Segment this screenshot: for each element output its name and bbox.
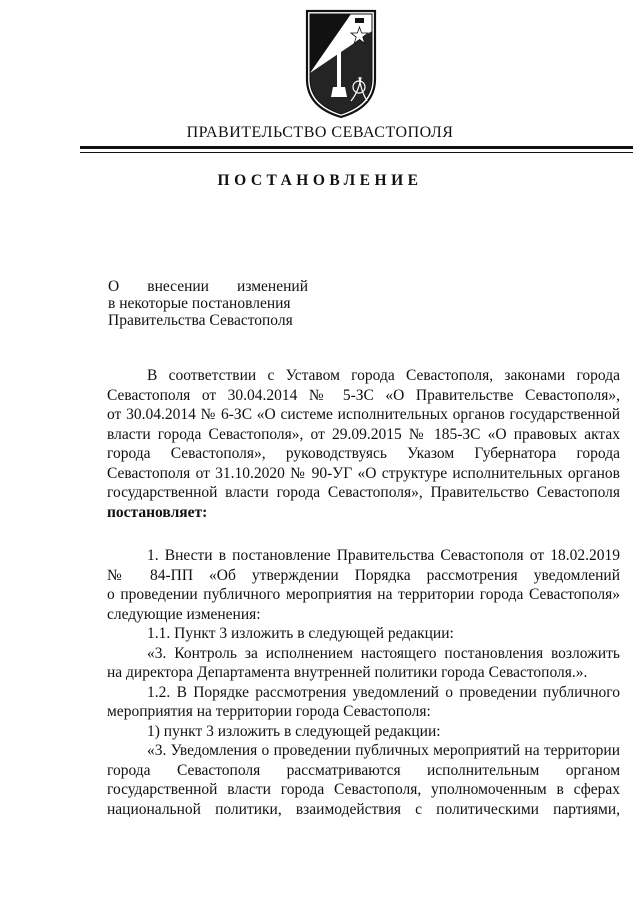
preamble-line: города Севастополя», руководствуясь Указом Губернатора города	[107, 445, 620, 462]
preamble-line: В соответствии с Уставом города Севастополя, законами города	[147, 367, 620, 384]
preamble-line: власти города Севастополя», от 29.09.2015 № 185-ЗС «О правовых актах	[107, 425, 620, 443]
subject-line-2: в некоторые постановления	[108, 295, 291, 312]
government-title: ПРАВИТЕЛЬСТВО СЕВАСТОПОЛЯ	[186, 124, 454, 141]
document-body	[107, 366, 620, 819]
item-1-2-paragraph	[107, 683, 620, 820]
header-rule-thin	[80, 152, 633, 153]
item-1-2-line: государственной власти города Севастополя, уполномоченным в сферах	[107, 781, 620, 798]
subject-word-1: О	[108, 278, 120, 295]
item-1-paragraph	[107, 546, 620, 624]
item-1-1-line: 1.1. Пункт 3 изложить в следующей редакции:	[147, 625, 454, 642]
subject-word-3: изменений	[237, 278, 308, 295]
document-subject	[108, 278, 308, 329]
document-type-title: ПОСТАНОВЛЕНИЕ	[217, 172, 423, 189]
item-1-2-line: города Севастополя рассматриваются исполнительным органом	[107, 761, 620, 779]
item-1-1-line: на директора Департамента внутренней политики города Севастополя.».	[107, 664, 588, 681]
item-1-line: следующие изменения:	[107, 605, 261, 623]
subject-line-1	[108, 278, 308, 295]
item-1-2-line: «3. Уведомления о проведении публичных мероприятий на территории	[147, 742, 620, 759]
preamble-decision-word: постановляет:	[107, 503, 208, 521]
item-1-1-paragraph	[107, 624, 620, 683]
paragraph-gap	[107, 522, 620, 546]
preamble-line: от 30.04.2014 № 6-ЗС «О системе исполнительных органов государственной	[107, 406, 620, 423]
item-1-line: 1. Внести в постановление Правительства Севастополя от 18.02.2019	[147, 547, 620, 564]
item-1-2-line: мероприятия на территории города Севастополя:	[107, 703, 431, 720]
item-1-2-line: национальной политики, взаимодействия с политическими партиями,	[107, 800, 620, 818]
header-rule-thick	[80, 146, 633, 149]
item-1-line: о проведении публичного мероприятия на территории города Севастополя»	[107, 586, 620, 603]
preamble-paragraph	[107, 366, 620, 522]
subject-line-3: Правительства Севастополя	[108, 312, 293, 329]
item-1-1-line: «3. Контроль за исполнением настоящего постановления возложить	[147, 644, 620, 662]
sevastopol-coat-of-arms-icon	[293, 3, 389, 121]
item-1-line: № 84-ПП «Об утверждении Порядка рассмотрения уведомлений	[107, 566, 620, 584]
preamble-line: Севастополя от 31.10.2020 № 90-УГ «О структуре исполнительных органов	[107, 464, 620, 482]
item-1-2-line: 1) пункт 3 изложить в следующей редакции:	[147, 722, 441, 740]
item-1-2-line: 1.2. В Порядке рассмотрения уведомлений о проведении публичного	[147, 683, 620, 701]
preamble-line: Севастополя от 30.04.2014 № 5-ЗС «О Правительстве Севастополя»,	[107, 386, 620, 404]
subject-word-2: внесении	[147, 278, 209, 295]
preamble-line: государственной власти города Севастополя», Правительство Севастополя	[107, 484, 620, 501]
